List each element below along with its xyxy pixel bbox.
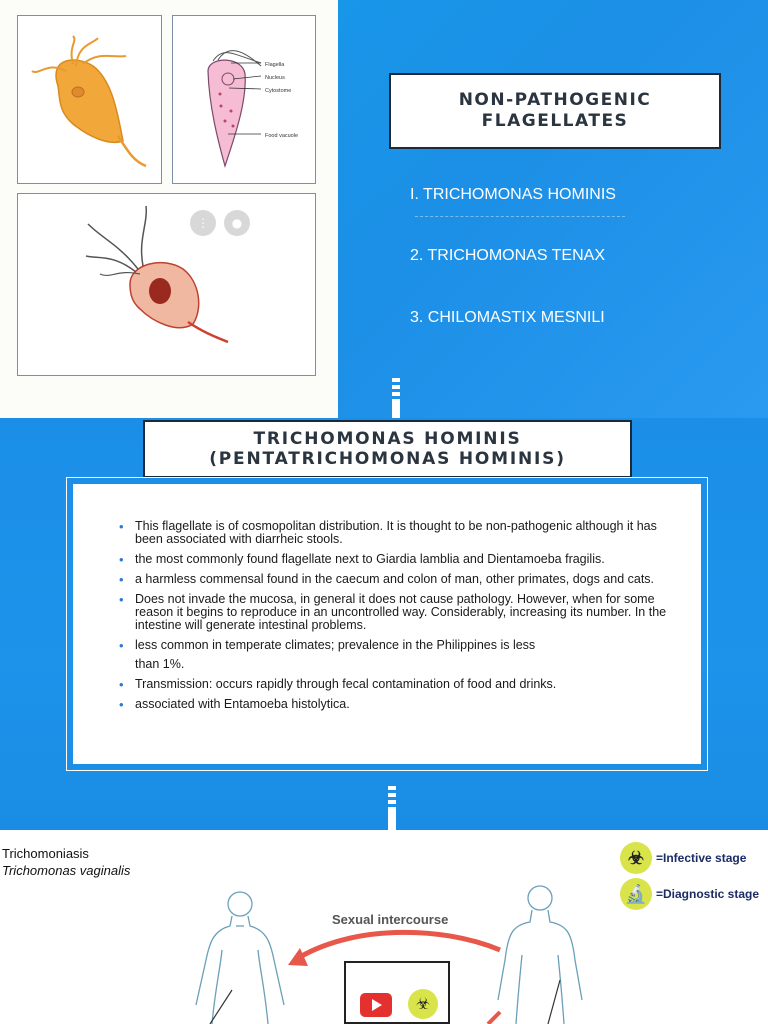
bullet-item: • Transmission: occurs rapidly through fecal contamination of food and drinks.	[119, 678, 671, 691]
slide-trichomonas-hominis	[0, 418, 768, 830]
slide-scroll-handle[interactable]	[392, 378, 400, 418]
slide-scroll-handle[interactable]	[388, 786, 396, 830]
slide2-title: TRICHOMONAS HOMINIS (PENTATRICHOMONAS HOMINIS)	[209, 429, 566, 469]
bullet-item-continuation: than 1%.	[135, 657, 185, 671]
transmission-arrow	[295, 932, 500, 960]
organism-video-box	[344, 961, 450, 1024]
female-figure	[196, 892, 284, 1024]
orange-trichomonad-drawing	[18, 16, 163, 185]
sexual-intercourse-caption: Sexual intercourse	[332, 912, 449, 927]
legend-infective-label: =Infective stage	[656, 851, 747, 865]
image-prev-icon[interactable]: ⋮	[190, 210, 216, 236]
list-item-trichomonas-tenax: 2. TRICHOMONAS TENAX	[410, 247, 605, 264]
bullet-item: • This flagellate is of cosmopolitan distribution. It is thought to be non-pathogenic although it has been associated with diarrheic stools.	[119, 520, 671, 546]
slide2-title-box	[143, 420, 632, 478]
content-frame	[66, 477, 708, 771]
return-arrow	[488, 1012, 500, 1024]
bullet-item: • the most commonly found flagellate next to Giardia lamblia and Dientamoeba fragilis.	[119, 553, 671, 566]
male-figure	[498, 886, 582, 1024]
label-flagella: Flagella	[265, 62, 285, 68]
slide1-blue-panel	[338, 0, 768, 418]
flagellate-diagram-drawing	[173, 16, 317, 185]
bullet-item: • Does not invade the mucosa, in general it does not cause pathology. However, when for some reason it begins to reproduce in an uncontrolled way. Considerably, increasing its number. In the intestine will generate intestinal problems.	[119, 593, 671, 632]
trichomonad-illustration-b	[17, 193, 316, 376]
play-video-icon[interactable]	[360, 993, 392, 1017]
bullet-item: • a harmless commensal found in the caecum and colon of man, other primates, dogs and cats.	[119, 573, 671, 586]
slide-non-pathogenic-flagellates	[0, 0, 768, 418]
legend-diagnostic-label: =Diagnostic stage	[656, 887, 760, 901]
biohazard-icon: ☣	[408, 989, 438, 1019]
labelled-flagellate-diagram	[172, 15, 316, 184]
slide3-subtitle: Trichomonas vaginalis	[2, 863, 131, 878]
bullet-list	[119, 520, 671, 711]
content-panel	[73, 484, 701, 764]
list-item-trichomonas-hominis: I. TRICHOMONAS HOMINIS	[410, 186, 616, 203]
slide3-title: Trichomoniasis	[2, 846, 89, 861]
trichomonad-illustration-a	[17, 15, 162, 184]
red-trichomonad-drawing	[18, 194, 317, 377]
image-next-icon[interactable]: ●	[224, 210, 250, 236]
divider-line	[415, 216, 625, 217]
slide1-title: NON-PATHOGENIC FLAGELLATES	[458, 90, 652, 131]
biohazard-icon: ☣	[620, 842, 652, 874]
slide1-title-box	[389, 73, 721, 149]
image-panel	[0, 0, 338, 418]
label-nucleus: Nucleus	[265, 75, 285, 81]
image-nav-controls	[190, 210, 250, 236]
microscope-icon: 🔬	[620, 878, 652, 910]
slide-trichomoniasis-lifecycle	[0, 830, 768, 1024]
bullet-item: • associated with Entamoeba histolytica.	[119, 698, 671, 711]
label-food-vacuole: Food vacuole	[265, 133, 299, 139]
bullet-item: • less common in temperate climates; prevalence in the Philippines is less	[119, 639, 671, 652]
label-cytostome: Cytostome	[265, 88, 292, 94]
list-item-chilomastix-mesnili: 3. CHILOMASTIX MESNILI	[410, 309, 605, 326]
